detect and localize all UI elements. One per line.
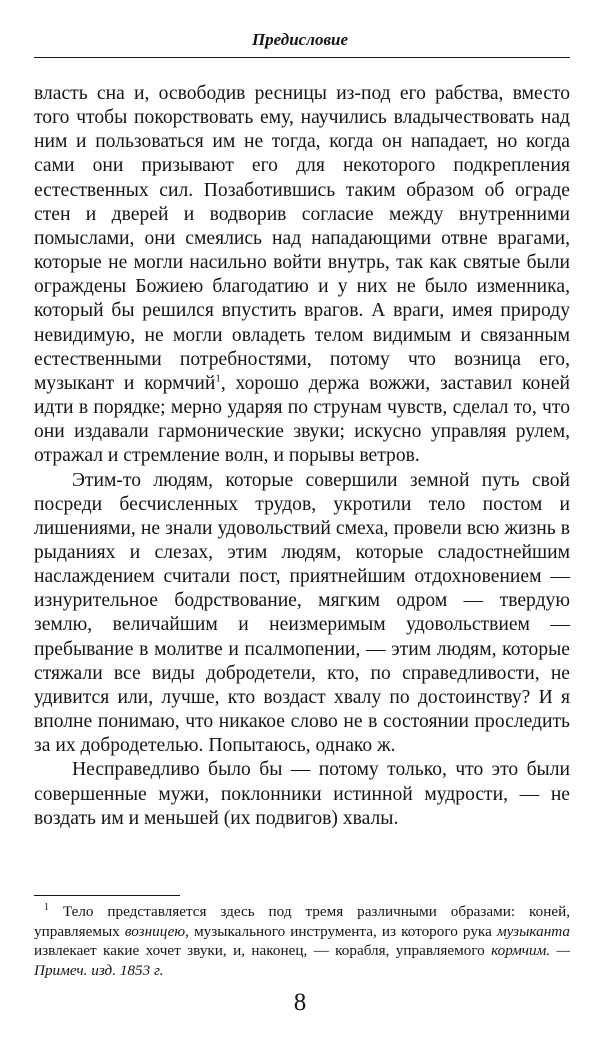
paragraph-3: Несправедливо было бы — потому только, что это были совершенные мужи, поклонники истинной мудрости, — не воздать им и меньшей (их подвигов) хвалы. (34, 759, 570, 829)
paragraph-1-continuation: , хорошо держа вожжи, заставил коней идти в порядке; мерно ударяя по струнам чувств, сделал то, что они издавали гармонические звуки; искусно управляя рулем, отражал и стремление волн, и порывы ветров. (34, 372, 571, 467)
main-text (34, 82, 570, 831)
footnote (34, 902, 570, 980)
footnote-rule (34, 895, 180, 896)
footnote-text-1: Тело представляется здесь под тремя различными образами: коней, управляемых (34, 903, 570, 940)
header-rule (34, 57, 570, 58)
running-title: Предисловие (251, 30, 349, 49)
footnote-mark: 1 (44, 901, 49, 913)
paragraph-2: Этим-то людям, которые совершили земной путь свой посреди бесчисленных трудов, укротили тело постом и лишениями, не знали удовольствий смеха, провели всю жизнь в рыданиях и слезах, этим людям, которые сладостнейшим наслаждением считали пост, приятнейшим отдохновением — изнурительное бодрствование, мягким одром — твердую землю, величайшим и неизмеримым удовольствием — пребывание в молитве и псалмопении, — этим людям, которые стяжали все виды добродетели, кто, по справедливости, не удивится или, лучше, кто воздаст хвалу по достоинству? И я вполне понимаю, что никакое слово не в состоянии проследить за их добродетелью. Попытаюсь, однако ж. (34, 469, 570, 757)
footnote-italic-1: возницею, (124, 922, 189, 940)
footnote-text-3: извлекает какие хочет звуки, и, наконец, — корабля, управляемого (34, 942, 492, 959)
page-number: 8 (293, 989, 307, 1016)
footnote-text-2: музыкального инструмента, из которого рука (188, 922, 497, 940)
footnote-italic-2: музыканта (496, 922, 570, 940)
paragraph-1-text: власть сна и, освободив ресницы из-под его рабства, вместо того чтобы покорствовать ему, научились владычествовать над ним и пользоваться им не тогда, когда он нападает, но когда сами они призывают его для некоторого подкрепления естественных сил. Позаботившись таким образом об ограде стен и дверей и водворив согласие между внутренними помыслами, они смеялись над нападающими отвне врагами, которые не могли насильно войти внутрь, так как святые были ограждены Божиею благодатию и у них не было изменника, который бы решился впустить врагов. А враги, имея природу невидимую, не могли овладеть телом видимым и связанным естественными потребностями, потому что возница его, музыкант и кормчий (34, 83, 570, 394)
footnote-italic-3: кормчим. — Примеч. изд. 1853 г. (34, 942, 570, 979)
footnote-reference: 1 (215, 372, 221, 385)
paragraph-1 (34, 82, 570, 469)
